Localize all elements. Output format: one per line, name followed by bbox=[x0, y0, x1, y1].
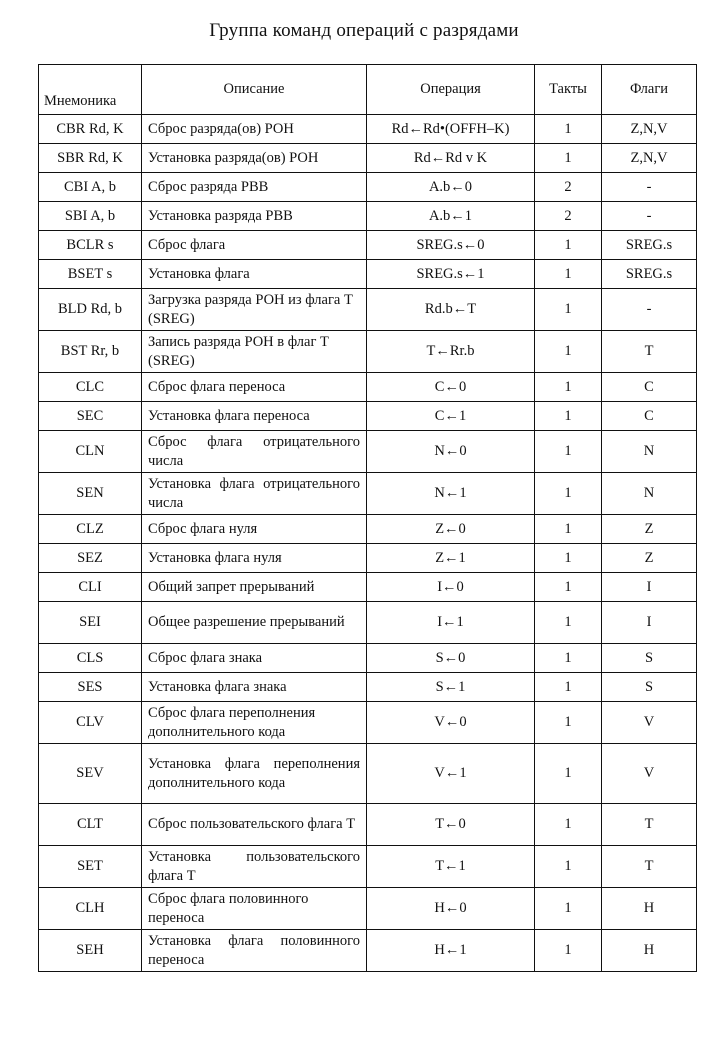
cell-operation: N←0 bbox=[367, 431, 535, 473]
cell-operation: V←1 bbox=[367, 744, 535, 804]
cell-description: Установка флага знака bbox=[142, 673, 367, 702]
cell-description: Установка разряда РВВ bbox=[142, 202, 367, 231]
cell-operation: V←0 bbox=[367, 702, 535, 744]
cell-cycles: 1 bbox=[535, 673, 602, 702]
cell-cycles: 1 bbox=[535, 331, 602, 373]
cell-operation: T←1 bbox=[367, 846, 535, 888]
cell-flags: I bbox=[602, 573, 697, 602]
cell-operation: I←1 bbox=[367, 602, 535, 644]
table-row bbox=[39, 173, 697, 202]
cell-flags: Z,N,V bbox=[602, 144, 697, 173]
cell-flags: SREG.s bbox=[602, 260, 697, 289]
cell-operation: Rd←Rd v K bbox=[367, 144, 535, 173]
cell-cycles: 1 bbox=[535, 804, 602, 846]
cell-description: Сброс флага знака bbox=[142, 644, 367, 673]
cell-cycles: 1 bbox=[535, 431, 602, 473]
cell-flags: H bbox=[602, 930, 697, 972]
cell-description: Сброс флага переполнения дополнительного кода bbox=[142, 702, 367, 744]
table-row bbox=[39, 144, 697, 173]
cell-description: Установка флага нуля bbox=[142, 544, 367, 573]
cell-flags: N bbox=[602, 473, 697, 515]
cell-flags: S bbox=[602, 673, 697, 702]
cell-mnemonic: SEI bbox=[39, 602, 142, 644]
cell-cycles: 1 bbox=[535, 231, 602, 260]
table-row bbox=[39, 930, 697, 972]
table-row bbox=[39, 402, 697, 431]
cell-operation: T←0 bbox=[367, 804, 535, 846]
cell-description: Сброс флага bbox=[142, 231, 367, 260]
table-row bbox=[39, 702, 697, 744]
cell-flags: T bbox=[602, 846, 697, 888]
cell-description: Сброс разряда(ов) РОН bbox=[142, 115, 367, 144]
table-row bbox=[39, 673, 697, 702]
table-row bbox=[39, 331, 697, 373]
cell-flags: V bbox=[602, 744, 697, 804]
cell-mnemonic: CLS bbox=[39, 644, 142, 673]
cell-cycles: 1 bbox=[535, 888, 602, 930]
cell-mnemonic: CLN bbox=[39, 431, 142, 473]
cell-mnemonic: SBR Rd, K bbox=[39, 144, 142, 173]
command-table bbox=[38, 64, 697, 972]
cell-operation: T←Rr.b bbox=[367, 331, 535, 373]
cell-flags: - bbox=[602, 289, 697, 331]
cell-operation: A.b←0 bbox=[367, 173, 535, 202]
cell-cycles: 1 bbox=[535, 115, 602, 144]
cell-flags: C bbox=[602, 402, 697, 431]
cell-cycles: 1 bbox=[535, 473, 602, 515]
cell-operation: H←0 bbox=[367, 888, 535, 930]
cell-cycles: 1 bbox=[535, 515, 602, 544]
header-cycles: Такты bbox=[535, 65, 602, 115]
cell-cycles: 1 bbox=[535, 644, 602, 673]
cell-operation: C←0 bbox=[367, 373, 535, 402]
cell-description: Сброс флага половинного переноса bbox=[142, 888, 367, 930]
cell-flags: Z bbox=[602, 544, 697, 573]
table-row bbox=[39, 544, 697, 573]
cell-mnemonic: BCLR s bbox=[39, 231, 142, 260]
cell-flags: C bbox=[602, 373, 697, 402]
cell-description: Запись разряда РОН в флаг T (SREG) bbox=[142, 331, 367, 373]
cell-operation: C←1 bbox=[367, 402, 535, 431]
table-row bbox=[39, 202, 697, 231]
cell-description: Общее разрешение прерываний bbox=[142, 602, 367, 644]
cell-mnemonic: CBI A, b bbox=[39, 173, 142, 202]
cell-flags: - bbox=[602, 202, 697, 231]
cell-operation: H←1 bbox=[367, 930, 535, 972]
cell-operation: Rd.b←T bbox=[367, 289, 535, 331]
cell-cycles: 1 bbox=[535, 544, 602, 573]
cell-mnemonic: CLH bbox=[39, 888, 142, 930]
cell-mnemonic: BSET s bbox=[39, 260, 142, 289]
header-description: Описание bbox=[142, 65, 367, 115]
cell-mnemonic: SET bbox=[39, 846, 142, 888]
cell-flags: S bbox=[602, 644, 697, 673]
cell-flags: V bbox=[602, 702, 697, 744]
header-flags: Флаги bbox=[602, 65, 697, 115]
table-row bbox=[39, 573, 697, 602]
cell-description: Установка флага половинного переноса bbox=[142, 930, 367, 972]
cell-description: Установка флага переполнения дополнительного кода bbox=[142, 744, 367, 804]
cell-operation: N←1 bbox=[367, 473, 535, 515]
cell-flags: - bbox=[602, 173, 697, 202]
cell-mnemonic: CLV bbox=[39, 702, 142, 744]
cell-operation: SREG.s←1 bbox=[367, 260, 535, 289]
cell-operation: Z←0 bbox=[367, 515, 535, 544]
cell-cycles: 1 bbox=[535, 602, 602, 644]
cell-flags: H bbox=[602, 888, 697, 930]
cell-description: Установка флага отрицательного числа bbox=[142, 473, 367, 515]
cell-flags: N bbox=[602, 431, 697, 473]
cell-description: Установка флага переноса bbox=[142, 402, 367, 431]
table-row bbox=[39, 804, 697, 846]
cell-description: Сброс флага нуля bbox=[142, 515, 367, 544]
cell-description: Установка флага bbox=[142, 260, 367, 289]
cell-cycles: 1 bbox=[535, 289, 602, 331]
table-header-row bbox=[39, 65, 697, 115]
table-row bbox=[39, 744, 697, 804]
table-row bbox=[39, 260, 697, 289]
table-row bbox=[39, 231, 697, 260]
cell-description: Загрузка разряда РОН из флага T (SREG) bbox=[142, 289, 367, 331]
cell-cycles: 2 bbox=[535, 202, 602, 231]
header-operation: Операция bbox=[367, 65, 535, 115]
cell-description: Общий запрет прерываний bbox=[142, 573, 367, 602]
cell-flags: SREG.s bbox=[602, 231, 697, 260]
cell-description: Установка разряда(ов) РОН bbox=[142, 144, 367, 173]
cell-cycles: 1 bbox=[535, 402, 602, 431]
cell-description: Сброс флага отрицательного числа bbox=[142, 431, 367, 473]
cell-operation: Rd←Rd•(OFFH–K) bbox=[367, 115, 535, 144]
table-row bbox=[39, 373, 697, 402]
table-row bbox=[39, 515, 697, 544]
cell-operation: Z←1 bbox=[367, 544, 535, 573]
cell-flags: Z,N,V bbox=[602, 115, 697, 144]
cell-cycles: 1 bbox=[535, 573, 602, 602]
cell-description: Сброс флага переноса bbox=[142, 373, 367, 402]
cell-operation: A.b←1 bbox=[367, 202, 535, 231]
header-mnemonic: Мнемоника bbox=[39, 65, 142, 115]
cell-description: Установка пользовательского флага T bbox=[142, 846, 367, 888]
cell-cycles: 1 bbox=[535, 744, 602, 804]
table-row bbox=[39, 431, 697, 473]
cell-mnemonic: SEV bbox=[39, 744, 142, 804]
cell-cycles: 1 bbox=[535, 260, 602, 289]
cell-cycles: 1 bbox=[535, 702, 602, 744]
cell-mnemonic: SEH bbox=[39, 930, 142, 972]
cell-mnemonic: BLD Rd, b bbox=[39, 289, 142, 331]
cell-cycles: 2 bbox=[535, 173, 602, 202]
cell-mnemonic: CLZ bbox=[39, 515, 142, 544]
table-row bbox=[39, 473, 697, 515]
cell-mnemonic: CLC bbox=[39, 373, 142, 402]
cell-operation: S←0 bbox=[367, 644, 535, 673]
cell-operation: SREG.s←0 bbox=[367, 231, 535, 260]
cell-mnemonic: SES bbox=[39, 673, 142, 702]
cell-mnemonic: CBR Rd, K bbox=[39, 115, 142, 144]
cell-flags: Z bbox=[602, 515, 697, 544]
cell-mnemonic: SEZ bbox=[39, 544, 142, 573]
cell-operation: S←1 bbox=[367, 673, 535, 702]
cell-mnemonic: SBI A, b bbox=[39, 202, 142, 231]
cell-description: Сброс пользовательского флага T bbox=[142, 804, 367, 846]
cell-flags: T bbox=[602, 331, 697, 373]
table-row bbox=[39, 888, 697, 930]
table-row bbox=[39, 289, 697, 331]
cell-cycles: 1 bbox=[535, 144, 602, 173]
page-title: Группа команд операций с разрядами bbox=[209, 20, 519, 41]
table-row bbox=[39, 846, 697, 888]
cell-cycles: 1 bbox=[535, 846, 602, 888]
table-row bbox=[39, 115, 697, 144]
cell-flags: I bbox=[602, 602, 697, 644]
cell-mnemonic: SEN bbox=[39, 473, 142, 515]
cell-mnemonic: CLI bbox=[39, 573, 142, 602]
cell-flags: T bbox=[602, 804, 697, 846]
cell-description: Сброс разряда РВВ bbox=[142, 173, 367, 202]
cell-mnemonic: BST Rr, b bbox=[39, 331, 142, 373]
table-row bbox=[39, 644, 697, 673]
table-row bbox=[39, 602, 697, 644]
cell-mnemonic: SEC bbox=[39, 402, 142, 431]
cell-operation: I←0 bbox=[367, 573, 535, 602]
cell-cycles: 1 bbox=[535, 930, 602, 972]
cell-mnemonic: CLT bbox=[39, 804, 142, 846]
cell-cycles: 1 bbox=[535, 373, 602, 402]
